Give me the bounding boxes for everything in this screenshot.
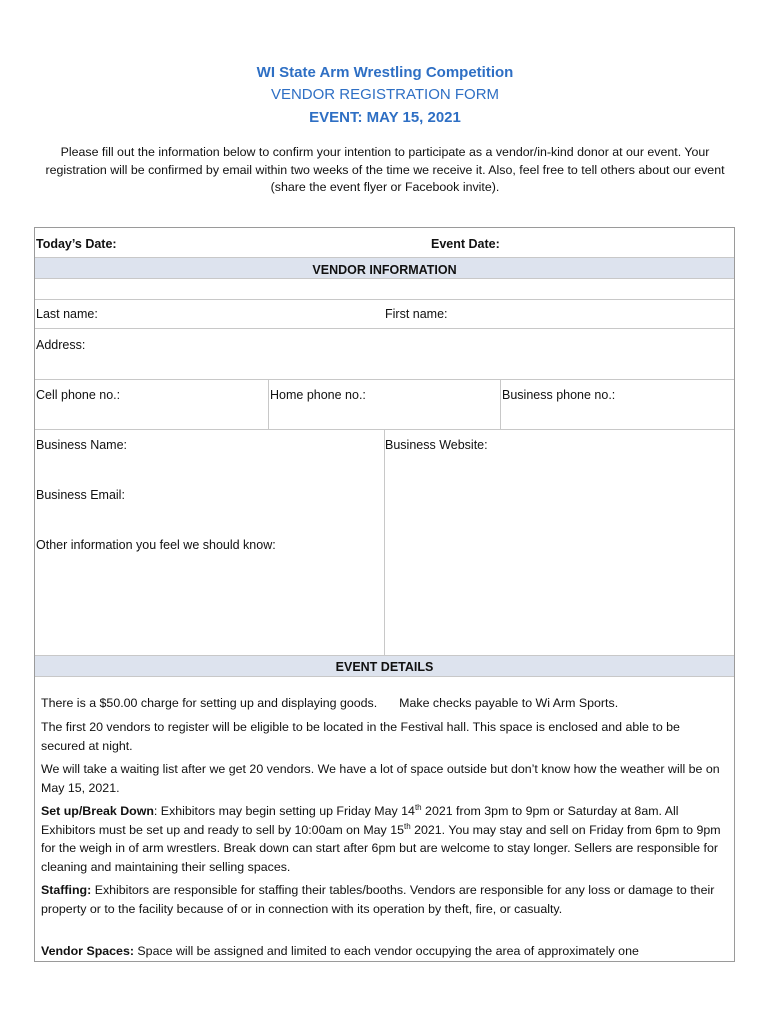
- business-website-label: Business Website:: [385, 438, 488, 452]
- business-name-label: Business Name:: [36, 438, 128, 452]
- staffing-heading: Staffing:: [41, 883, 92, 897]
- setup-heading: Set up/Break Down: [41, 804, 154, 818]
- last-name-label: Last name:: [36, 307, 98, 321]
- registration-form-table: [34, 227, 735, 962]
- divider: [35, 299, 734, 300]
- staffing-text: Exhibitors are responsible for staffing their tables/booths. Vendors are responsible for any loss or damage to their property or to the facility because of or in connection with its operation by theft, fire, or casualty.: [41, 883, 715, 916]
- form-subtitle: VENDOR REGISTRATION FORM: [270, 86, 500, 103]
- other-info-label: Other information you feel we should know:: [36, 538, 276, 552]
- staffing-paragraph: [41, 881, 727, 918]
- setup-text-1: : Exhibitors may begin setting up Friday May 14: [153, 804, 415, 818]
- form-title: WI State Arm Wrestling Competition: [256, 64, 514, 81]
- event-date-heading: EVENT: MAY 15, 2021: [309, 109, 461, 126]
- divider: [268, 379, 269, 429]
- checks-text: Make checks payable to Wi Arm Sports.: [399, 696, 619, 710]
- waiting-list-paragraph: We will take a waiting list after we get 20 vendors. We have a lot of space outside but don’t know how the weather will be on May 15, 2021.: [41, 762, 720, 795]
- home-phone-label: Home phone no.:: [270, 388, 366, 402]
- business-email-label: Business Email:: [36, 488, 125, 502]
- divider: [35, 676, 734, 677]
- divider: [384, 429, 385, 655]
- cell-phone-label: Cell phone no.:: [36, 388, 121, 402]
- todays-date-label: Today’s Date:: [36, 237, 117, 251]
- event-date-label: Event Date:: [431, 237, 500, 251]
- setup-text-2: 2021 from 3pm to 9pm or Saturday at 8am. All Exhibitors must be set up and ready to sell by 10:00am on May 15: [41, 804, 679, 837]
- setup-text-3: 2021. You may stay and sell on Friday from 6pm to 9pm for the weigh in of arm wrestlers. Break down can start after 6pm but are welcome to stay longer. Sellers are responsible for cleaning and maintaining their selling spaces.: [41, 822, 721, 874]
- first-20-paragraph: The first 20 vendors to register will be eligible to be located in the Festival hall. This space is enclosed and able to be secured at night.: [41, 720, 680, 753]
- setup-sup-2: th: [403, 821, 411, 831]
- divider: [35, 278, 734, 279]
- setup-sup-1: th: [414, 802, 422, 812]
- charge-paragraph: [41, 694, 727, 713]
- first-name-label: First name:: [385, 307, 448, 321]
- address-label: Address:: [36, 338, 86, 352]
- divider: [35, 328, 734, 329]
- vendor-info-heading: VENDOR INFORMATION: [312, 263, 457, 277]
- vendor-spaces-text: Space will be assigned and limited to each vendor occupying the area of approximately one: [133, 944, 639, 958]
- setup-paragraph: [41, 802, 727, 876]
- intro-paragraph: Please fill out the information below to confirm your intention to participate as a vendor/in-kind donor at our event. Your registration will be confirmed by email within two weeks of the time we receive it. Also, feel free to tell others about our event (share the event flyer or Facebook invite).: [45, 145, 725, 194]
- divider: [500, 379, 501, 429]
- charge-text: There is a $50.00 charge for setting up and displaying goods.: [41, 696, 378, 710]
- vendor-spaces-paragraph: [41, 942, 727, 961]
- vendor-spaces-heading: Vendor Spaces:: [41, 944, 134, 958]
- divider: [35, 379, 734, 380]
- business-phone-label: Business phone no.:: [502, 388, 616, 402]
- event-details-heading: EVENT DETAILS: [335, 660, 434, 674]
